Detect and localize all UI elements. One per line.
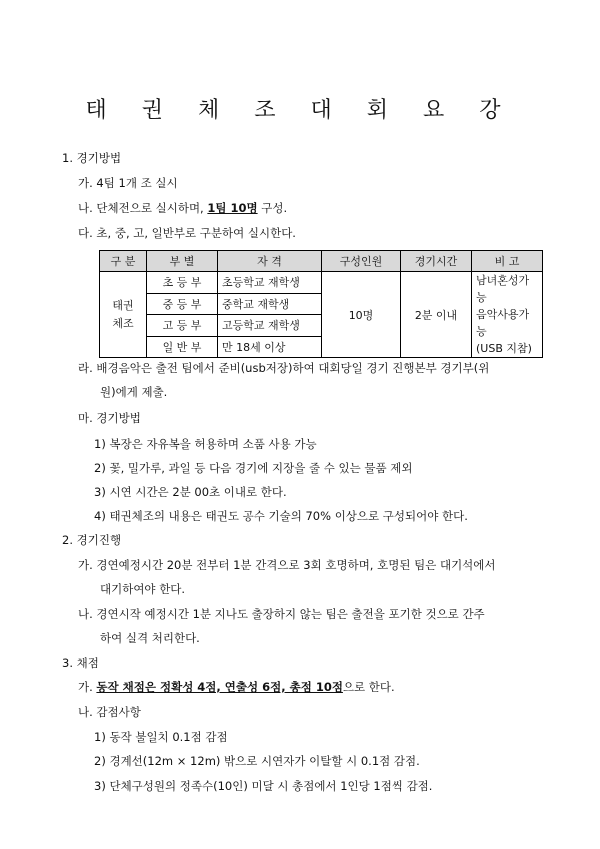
qualification-cell: 중학교 재학생 bbox=[218, 293, 322, 315]
division-cell: 고 등 부 bbox=[147, 315, 218, 337]
item-na bbox=[78, 200, 287, 216]
item-ra-line2: 원)에게 제출. bbox=[100, 385, 168, 399]
deduction-item: 2) 경계선(12m × 12m) 밖으로 시연자가 이탈할 시 0.1점 감점. bbox=[94, 754, 420, 768]
progress-ga-line2: 대기하여야 한다. bbox=[100, 582, 186, 596]
header-cell: 비 고 bbox=[472, 251, 543, 272]
deduction-item: 1) 동작 불일치 0.1점 감점 bbox=[94, 730, 228, 744]
progress-na-line2: 하여 실격 처리한다. bbox=[100, 631, 200, 645]
table-row bbox=[100, 272, 543, 294]
item-da: 다. 초, 중, 고, 일반부로 구분하여 실시한다. bbox=[78, 226, 296, 240]
ma-subitem: 1) 복장은 자유복을 허용하며 소품 사용 가능 bbox=[94, 437, 317, 451]
category-cell: 태권 체조 bbox=[100, 272, 147, 358]
progress-na-line1: 나. 경연시작 예정시간 1분 지나도 출장하지 않는 팀은 출전을 포기한 것으로 간주 bbox=[78, 607, 485, 621]
section-3-heading: 3. 채점 bbox=[62, 656, 99, 670]
header-cell: 경기시간 bbox=[401, 251, 472, 272]
scoring-ga-pre: 가. bbox=[78, 680, 97, 694]
qualification-cell: 고등학교 재학생 bbox=[218, 315, 322, 337]
scoring-na: 나. 감점사항 bbox=[78, 705, 141, 719]
item-na-post: 구성. bbox=[257, 201, 288, 215]
qualification-cell: 만 18세 이상 bbox=[218, 336, 322, 358]
header-cell: 구 분 bbox=[100, 251, 147, 272]
scoring-ga bbox=[78, 679, 395, 695]
header-cell: 자 격 bbox=[218, 251, 322, 272]
item-na-bold: 1팀 10명 bbox=[207, 201, 258, 215]
ma-subitem: 2) 꽃, 밀가루, 과일 등 다음 경기에 지장을 줄 수 있는 물품 제외 bbox=[94, 461, 413, 475]
table-header-row bbox=[100, 251, 543, 272]
header-cell: 부 별 bbox=[147, 251, 218, 272]
progress-ga-line1: 가. 경연예정시간 20분 전부터 1분 간격으로 3회 호명하며, 호명된 팀은 대기석에서 bbox=[78, 558, 496, 572]
deduction-item: 3) 단체구성원의 정족수(10인) 미달 시 총점에서 1인당 1점씩 감점. bbox=[94, 779, 433, 793]
page-title: 태 권 체 조 대 회 요 강 bbox=[85, 98, 515, 123]
members-cell: 10명 bbox=[322, 272, 401, 358]
scoring-ga-bold: 동작 채점은 정확성 4점, 연출성 6점, 총점 10점 bbox=[96, 680, 343, 694]
item-ma: 마. 경기방법 bbox=[78, 411, 141, 425]
note-cell: 남녀혼성가능 음악사용가능 (USB 지참) bbox=[472, 272, 543, 358]
header-cell: 구성인원 bbox=[322, 251, 401, 272]
ma-subitem: 4) 태권체조의 내용은 태권도 공수 기술의 70% 이상으로 구성되어야 한다. bbox=[94, 509, 468, 523]
division-cell: 일 반 부 bbox=[147, 336, 218, 358]
item-ra-line1: 라. 배경음악은 출전 팀에서 준비(usb저장)하여 대회당일 경기 진행본부 경기부(위 bbox=[78, 361, 490, 375]
qualification-cell: 초등학교 재학생 bbox=[218, 272, 322, 294]
scoring-ga-post: 으로 한다. bbox=[342, 680, 395, 694]
item-na-pre: 나. 단체전으로 실시하며, bbox=[78, 201, 208, 215]
section-2-heading: 2. 경기진행 bbox=[62, 533, 122, 547]
time-cell: 2분 이내 bbox=[401, 272, 472, 358]
section-1-heading: 1. 경기방법 bbox=[62, 151, 122, 165]
division-cell: 초 등 부 bbox=[147, 272, 218, 294]
requirements-table bbox=[99, 250, 543, 358]
item-ga: 가. 4팀 1개 조 실시 bbox=[78, 176, 178, 190]
division-cell: 중 등 부 bbox=[147, 293, 218, 315]
ma-subitem: 3) 시연 시간은 2분 00초 이내로 한다. bbox=[94, 485, 287, 499]
